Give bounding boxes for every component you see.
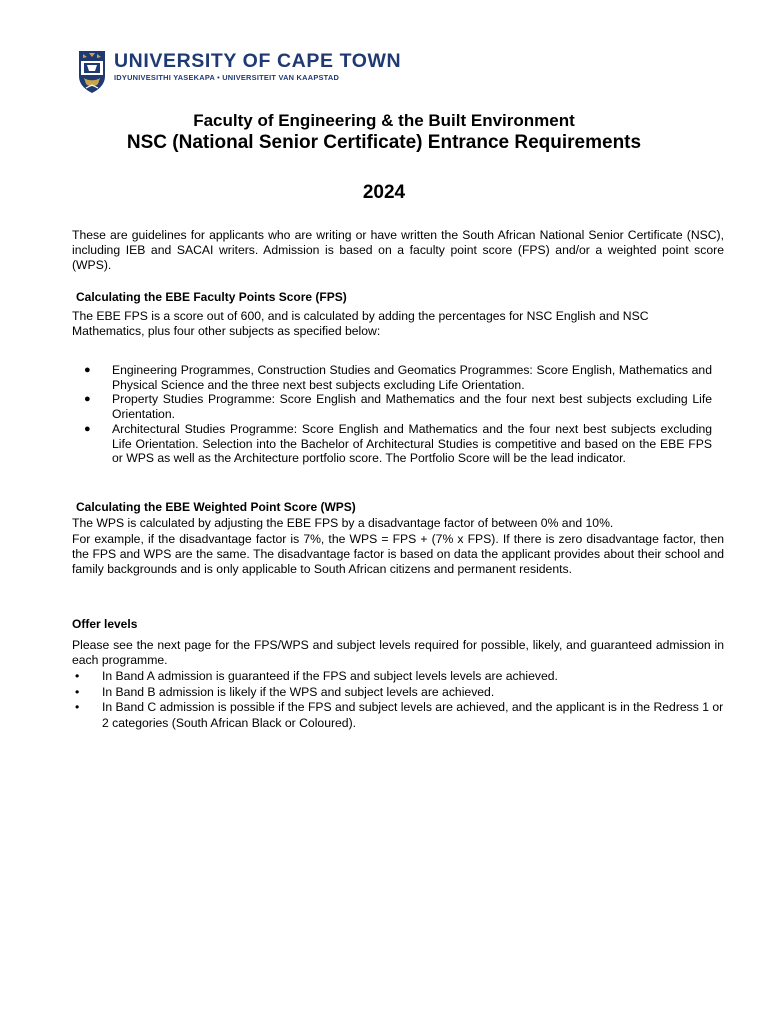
offer-paragraph: Please see the next page for the FPS/WPS and subject levels required for possible, likely, and guaranteed admission in each programme. [72, 638, 724, 667]
list-item-text: Engineering Programmes, Construction Studies and Geomatics Programmes: Score English, Mathematics and Physical Science and the three next best subjects excluding Life Orientation. [112, 363, 712, 392]
list-item [72, 700, 724, 731]
list-item [72, 685, 724, 701]
bullet-icon: • [75, 684, 80, 699]
year-title: 2024 [362, 182, 406, 203]
list-item-text: Property Studies Programme: Score English and Mathematics and the four next best subjects excluding Life Orientation. [112, 392, 712, 421]
intro-paragraph: These are guidelines for applicants who are writing or have written the South African National Senior Certificate (NSC), including IEB and SACAI writers. Admission is based on a faculty point score (FPS) and/or a weighted point score (WPS). [72, 228, 724, 272]
list-item [84, 422, 712, 466]
fps-heading: Calculating the EBE Faculty Points Score (FPS) [76, 290, 347, 304]
offer-heading: Offer levels [72, 617, 138, 631]
bullet-icon: ● [84, 423, 91, 435]
university-subtitle: IDYUNIVESITHI YASEKAPA • UNIVERSITEIT VAN KAAPSTAD [114, 73, 340, 82]
list-item-text: In Band A admission is guaranteed if the FPS and subject levels levels are achieved. [102, 669, 558, 683]
bullet-icon: • [75, 669, 80, 683]
list-item-text: Architectural Studies Programme: Score English and Mathematics and the four next best subjects excluding Life Orientation. Selection into the Bachelor of Architectural Studies is competitive and based on the EBE FPS or WPS as well as the Architecture portfolio score. The Portfolio Score will be the lead indicator. [112, 422, 712, 465]
wps-paragraph: For example, if the disadvantage factor is 7%, the WPS = FPS + (7% x FPS). If there is zero disadvantage factor, then the FPS and WPS are the same. The disadvantage factor is based on data the applicant provides about their school and family backgrounds and is only applicable to South African citizens and permanent residents. [72, 532, 724, 576]
bullet-icon: ● [84, 393, 91, 405]
bullet-icon: ● [84, 364, 91, 376]
university-name: UNIVERSITY OF CAPE TOWN [114, 50, 402, 72]
list-item [84, 363, 712, 392]
fps-paragraph: The EBE FPS is a score out of 600, and is calculated by adding the percentages for NSC English and NSC Mathematics, plus four other subjects as specified below: [72, 309, 649, 338]
bullet-icon: • [75, 700, 80, 714]
list-item-text: In Band C admission is possible if the FPS and subject levels are achieved, and the applicant is in the Redress 1 or 2 categories (South African Black or Coloured). [102, 700, 724, 730]
list-item [84, 392, 712, 421]
list-item-text: In Band B admission is likely if the WPS and subject levels are achieved. [102, 684, 495, 699]
uct-logo [78, 50, 401, 94]
list-item [72, 669, 724, 685]
uct-crest-icon [78, 50, 106, 94]
wps-line: The WPS is calculated by adjusting the EBE FPS by a disadvantage factor of between 0% and 10%. [72, 516, 614, 530]
wps-heading: Calculating the EBE Weighted Point Score (WPS) [76, 500, 356, 514]
fps-bullet-list [84, 363, 712, 466]
offer-bullet-list [72, 669, 724, 731]
page-title: NSC (National Senior Certificate) Entrance Requirements [126, 132, 642, 153]
faculty-title: Faculty of Engineering & the Built Environment [193, 111, 575, 130]
